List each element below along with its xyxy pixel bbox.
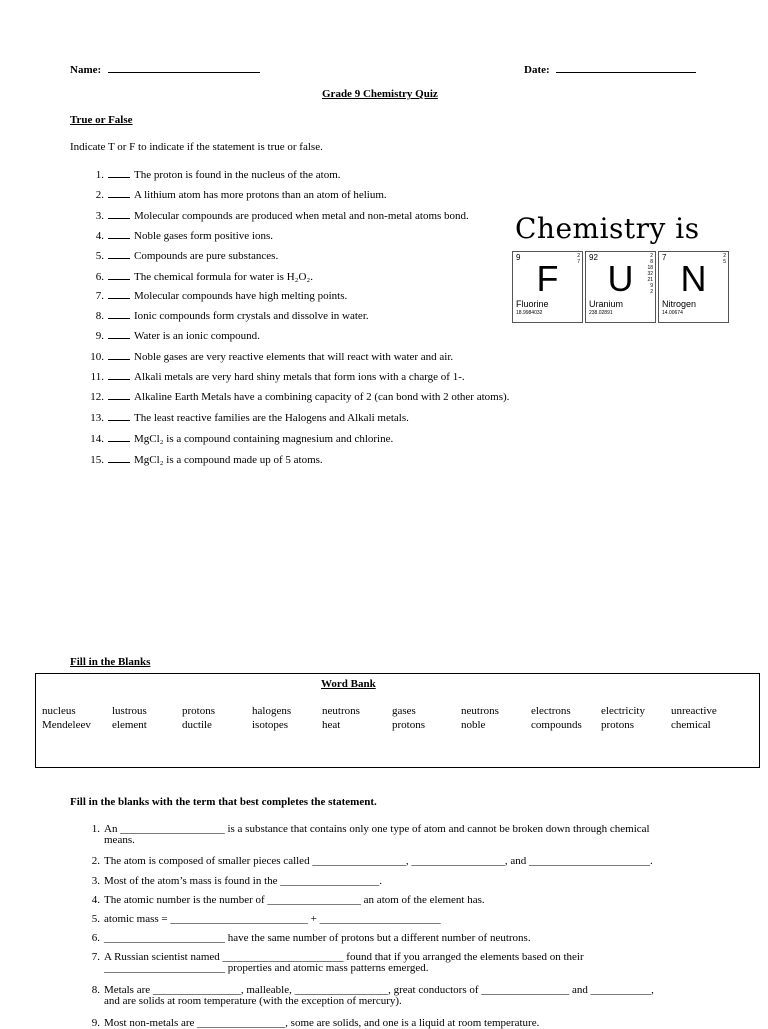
- item-number: 2.: [91, 855, 100, 867]
- statement-text[interactable]: A Russian scientist named ______________________ found that if you arranged the elements based on their: [104, 951, 584, 963]
- atomic-number: 9: [516, 253, 521, 262]
- word-bank-column: [182, 704, 215, 732]
- fill-blank-item: [84, 894, 485, 906]
- word-bank-term: gases: [392, 705, 416, 717]
- word-bank-column: [112, 704, 147, 732]
- word-bank-term: nucleus: [42, 705, 76, 717]
- word-bank-column: [252, 704, 291, 732]
- item-number: 13.: [90, 412, 104, 424]
- word-bank-term: chemical: [671, 719, 711, 731]
- atomic-weight: 14.00674: [662, 310, 683, 316]
- fill-blanks-instructions: Fill in the blanks with the term that best completes the statement.: [70, 796, 377, 808]
- element-tile-nitrogen: [658, 251, 729, 323]
- statement-continuation[interactable]: ______________________ properties and atomic mass patterns emerged.: [104, 962, 429, 974]
- true-false-item: [84, 287, 347, 303]
- atomic-weight: 238.02891: [589, 310, 613, 316]
- date-blank[interactable]: [556, 62, 696, 73]
- answer-blank[interactable]: [108, 287, 130, 299]
- item-number: 14.: [90, 433, 104, 445]
- word-bank: [35, 673, 760, 768]
- answer-blank[interactable]: [108, 247, 130, 259]
- item-number: 1.: [95, 169, 104, 181]
- element-name: Uranium: [589, 299, 624, 309]
- word-bank-term: protons: [601, 719, 634, 731]
- statement-text[interactable]: Most non-metals are ________________, some are solids, and one is a liquid at room temperature.: [104, 1017, 540, 1029]
- statement-text: Alkaline Earth Metals have a combining capacity of 2 (can bond with 2 other atoms).: [134, 391, 510, 403]
- word-bank-term: halogens: [252, 705, 292, 717]
- item-number: 5.: [95, 250, 104, 262]
- item-number: 9.: [91, 1017, 100, 1029]
- true-false-item: [84, 166, 341, 182]
- answer-blank[interactable]: [108, 430, 130, 442]
- word-bank-column: [671, 704, 717, 732]
- item-number: 7.: [95, 290, 104, 302]
- word-bank-term: neutrons: [322, 705, 360, 717]
- answer-blank[interactable]: [108, 368, 130, 380]
- statement-text: The least reactive families are the Halogens and Alkali metals.: [134, 412, 409, 424]
- true-false-item: [84, 409, 409, 425]
- item-number: 9.: [95, 330, 104, 342]
- electron-shells: 2 8 18 32 21 9 2: [647, 253, 653, 295]
- word-bank-term: noble: [461, 719, 486, 731]
- word-bank-column: [601, 704, 645, 732]
- answer-blank[interactable]: [108, 451, 130, 463]
- true-false-item: [84, 247, 278, 263]
- item-number: 3.: [91, 875, 100, 887]
- fill-blank-item: [84, 875, 382, 887]
- statement-continuation[interactable]: means.: [104, 834, 135, 846]
- statement-text: MgCl₂ is a compound made up of 5 atoms.: [134, 454, 323, 466]
- word-bank-term: heat: [322, 719, 341, 731]
- statement-text: Alkali metals are very hard shiny metals that form ions with a charge of 1-.: [134, 371, 465, 383]
- answer-blank[interactable]: [108, 388, 130, 400]
- word-bank-column: [531, 704, 582, 732]
- statement-text[interactable]: The atomic number is the number of _________________ an atom of the element has.: [104, 894, 485, 906]
- true-false-item: [84, 186, 387, 202]
- true-false-instructions: Indicate T or F to indicate if the statement is true or false.: [70, 141, 323, 153]
- item-number: 4.: [91, 894, 100, 906]
- item-number: 15.: [90, 454, 104, 466]
- true-false-item: [84, 268, 313, 284]
- word-bank-column: [322, 704, 360, 732]
- word-bank-term: protons: [392, 719, 425, 731]
- item-number: 1.: [91, 823, 100, 835]
- statement-text: A lithium atom has more protons than an atom of helium.: [134, 189, 387, 201]
- word-bank-term: protons: [182, 705, 215, 717]
- word-bank-column: [392, 704, 425, 732]
- answer-blank[interactable]: [108, 186, 130, 198]
- true-false-heading: True or False: [70, 114, 133, 126]
- word-bank-term: neutrons: [461, 705, 499, 717]
- atomic-weight: 18.9984032: [516, 310, 543, 316]
- statement-text[interactable]: ______________________ have the same number of protons but a different number of neutrons.: [104, 932, 531, 944]
- word-bank-column: [42, 704, 91, 732]
- fill-blank-item: [84, 855, 653, 867]
- statement-text[interactable]: The atom is composed of smaller pieces called _________________, _________________, and ______________________.: [104, 855, 653, 867]
- true-false-item: [84, 307, 369, 323]
- answer-blank[interactable]: [108, 307, 130, 319]
- true-false-item: [84, 451, 323, 467]
- answer-blank[interactable]: [108, 409, 130, 421]
- item-number: 8.: [95, 310, 104, 322]
- fill-blank-item: [84, 1017, 539, 1029]
- statement-text: Molecular compounds have high melting points.: [134, 290, 348, 302]
- statement-text: The proton is found in the nucleus of the atom.: [134, 169, 341, 181]
- word-bank-term: electricity: [601, 705, 645, 717]
- statement-text[interactable]: atomic mass = _________________________ + ______________________: [104, 913, 441, 925]
- logo-title: Chemistry is: [515, 212, 700, 245]
- element-symbol: F: [536, 258, 559, 299]
- true-false-item: [84, 368, 465, 384]
- true-false-item: [84, 227, 273, 243]
- word-bank-term: element: [112, 719, 147, 731]
- statement-text[interactable]: An ___________________ is a substance that contains only one type of atom and cannot be broken down through chemical: [104, 823, 650, 835]
- true-false-item: [84, 348, 453, 364]
- statement-text: The chemical formula for water is H₂O₂.: [134, 271, 314, 283]
- fill-blanks-heading: Fill in the Blanks: [70, 656, 151, 668]
- word-bank-term: isotopes: [252, 719, 289, 731]
- word-bank-term: unreactive: [671, 705, 717, 717]
- item-number: 3.: [95, 210, 104, 222]
- element-tile-fluorine: [512, 251, 583, 323]
- word-bank-term: compounds: [531, 719, 582, 731]
- statement-text: Noble gases are very reactive elements that will react with water and air.: [134, 351, 454, 363]
- element-symbol: N: [680, 258, 707, 299]
- statement-text: Compounds are pure substances.: [134, 250, 279, 262]
- electron-shells: 2 5: [723, 253, 726, 265]
- item-number: 10.: [90, 351, 104, 363]
- element-tile-uranium: [585, 251, 656, 323]
- true-false-item: [84, 388, 509, 404]
- element-name: Nitrogen: [662, 299, 697, 309]
- statement-text: MgCl₂ is a compound containing magnesium and chlorine.: [134, 433, 394, 445]
- statement-text: Water is an ionic compound.: [134, 330, 260, 342]
- chemistry-is-fun-logo: [512, 208, 730, 326]
- word-bank-term: Mendeleev: [42, 719, 91, 731]
- element-symbol: U: [607, 258, 634, 299]
- item-number: 2.: [95, 189, 104, 201]
- fill-blank-item: [84, 913, 441, 925]
- answer-blank[interactable]: [108, 348, 130, 360]
- electron-shells: 2 7: [577, 253, 580, 265]
- item-number: 7.: [91, 951, 100, 963]
- answer-blank[interactable]: [108, 166, 130, 178]
- answer-blank[interactable]: [108, 268, 130, 280]
- name-field[interactable]: [70, 62, 260, 76]
- fill-blank-item: [84, 823, 650, 835]
- statement-text[interactable]: Most of the atom’s mass is found in the __________________.: [104, 875, 383, 887]
- word-bank-title: Word Bank: [321, 678, 376, 690]
- fill-blank-item: [84, 932, 531, 944]
- name-label: Name:: [70, 64, 102, 76]
- item-number: 8.: [91, 984, 100, 996]
- item-number: 6.: [95, 271, 104, 283]
- item-number: 12.: [90, 391, 104, 403]
- statement-text: Noble gases form positive ions.: [134, 230, 274, 242]
- statement-text: Molecular compounds are produced when metal and non-metal atoms bond.: [134, 210, 469, 222]
- name-blank[interactable]: [108, 62, 260, 73]
- date-label: Date:: [524, 64, 550, 76]
- word-bank-term: electrons: [531, 705, 571, 717]
- date-field[interactable]: [524, 62, 696, 76]
- true-false-item: [84, 430, 393, 446]
- item-number: 6.: [91, 932, 100, 944]
- element-name: Fluorine: [516, 299, 549, 309]
- item-number: 4.: [95, 230, 104, 242]
- statement-continuation[interactable]: and are solids at room temperature (with the exception of mercury).: [104, 995, 402, 1007]
- word-bank-term: lustrous: [112, 705, 147, 717]
- word-bank-column: [461, 704, 499, 732]
- atomic-number: 92: [589, 253, 598, 262]
- statement-text[interactable]: Metals are ________________, malleable, _________________, great conductors of ________________ and ___________,: [104, 984, 654, 996]
- word-bank-term: ductile: [182, 719, 212, 731]
- answer-blank[interactable]: [108, 227, 130, 239]
- item-number: 11.: [90, 371, 104, 383]
- true-false-item: [84, 207, 469, 223]
- true-false-item: [84, 327, 260, 343]
- atomic-number: 7: [662, 253, 667, 262]
- quiz-title: Grade 9 Chemistry Quiz: [322, 88, 438, 100]
- answer-blank[interactable]: [108, 207, 130, 219]
- item-number: 5.: [91, 913, 100, 925]
- statement-text: Ionic compounds form crystals and dissolve in water.: [134, 310, 369, 322]
- answer-blank[interactable]: [108, 327, 130, 339]
